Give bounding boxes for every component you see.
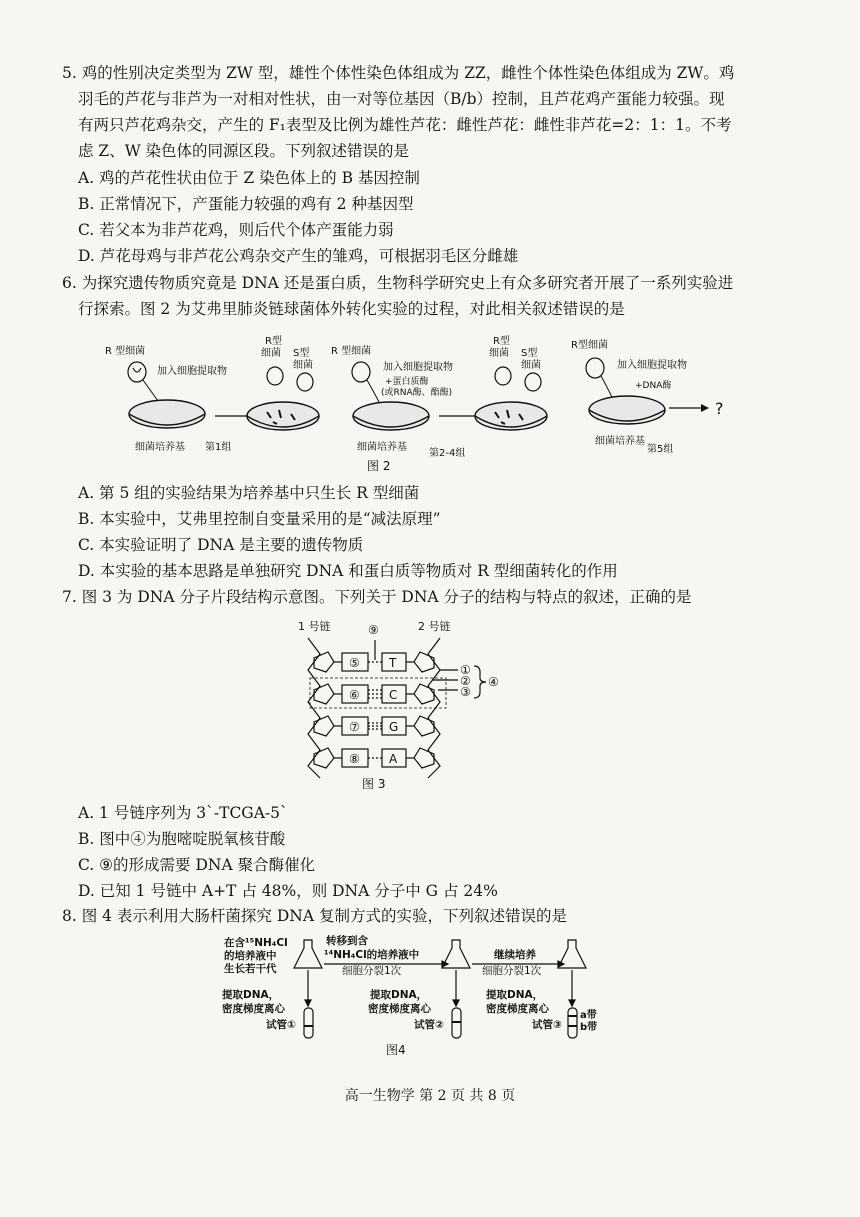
step-2-line: 转移到含 [326,935,368,947]
option-6b: B. 本实验中，艾弗里控制自变量采用的是“减法原理” [78,510,441,528]
unknown-result: ? [715,399,724,418]
protease-label: +蛋白质酶 [385,377,429,387]
base-g: G [389,720,399,734]
medium-label: 细菌培养基 [595,436,645,447]
s-type-label: S型 [293,348,310,359]
label-9: ⑨ [368,623,379,637]
r-bacteria-label: R 型细菌 [105,346,146,357]
step-1-line: 生长若干代 [224,963,277,975]
extract-label: 提取DNA， [370,989,428,1001]
question-5-line: 5. 鸡的性别决定类型为 ZW 型，雄性个体性染色体组成为 ZZ，雌性个体性染色体组成为 ZW。鸡 [62,64,735,82]
part-label-2: ② [460,674,471,688]
figure-2-caption: 图 2 [367,459,391,473]
base-a: A [389,752,398,766]
question-5-line: 虑 Z、W 染色体的同源区段。下列叙述错误的是 [78,142,410,160]
option-6d: D. 本实验的基本思路是单独研究 DNA 和蛋白质等物质对 R 型细菌转化的作用 [78,562,618,580]
r-bacteria-label: R 型细菌 [331,346,372,357]
chain-1-label: 1 号链 [298,620,331,633]
question-7-line: 7. 图 3 为 DNA 分子片段结构示意图。下列关于 DNA 分子的结构与特点的叙述，正确的是 [62,588,692,606]
cell-label: 细菌 [489,348,509,359]
tube-icon [495,367,511,385]
step-3-line: 继续培养 [494,949,536,961]
question-6-line: 6. 为探究遗传物质究竟是 DNA 还是蛋白质，生物科学研究史上有众多研究者开展了一系列实验进 [62,274,734,292]
figure-4-caption: 图4 [386,1043,406,1057]
option-6a: A. 第 5 组的实验结果为培养基中只生长 R 型细菌 [78,484,420,502]
part-label-3: ③ [460,685,471,699]
option-5a: A. 鸡的芦花性状由位于 Z 染色体上的 B 基因控制 [78,169,420,187]
page-footer: 高一生物学 第 2 页 共 8 页 [344,1088,516,1104]
option-5d: D. 芦花母鸡与非芦花公鸡杂交产生的雏鸡，可根据羽毛区分雌雄 [78,247,519,265]
group-5-label: 第5组 [647,444,674,455]
figure-3-caption: 图 3 [362,777,386,791]
option-5b: B. 正常情况下，产蛋能力较强的鸡有 2 种基因型 [78,195,414,213]
base-label-8: ⑧ [349,752,360,766]
band-a-label: a带 [580,1010,597,1021]
tube-icon [267,367,283,385]
part-label-4: ④ [488,675,499,689]
step-1-line: 的培养液中 [224,950,277,962]
option-6c: C. 本实验证明了 DNA 是主要的遗传物质 [78,536,364,554]
tube-1-label: 试管① [266,1019,296,1031]
question-6 [62,270,782,322]
tube-icon [352,362,370,382]
petri-dish-icon [589,396,665,424]
group-2-4-label: 第2-4组 [429,448,466,459]
base-label-7: ⑦ [349,720,360,734]
question-8 [62,903,782,929]
option-7a: A. 1 号链序列为 3`-TCGA-5` [78,804,288,822]
s-type-label: S型 [521,348,538,359]
step-2-line: ¹⁴NH₄Cl的培养液中 [324,949,420,961]
band-b-label: b带 [580,1022,598,1033]
figure-3-dna-structure [290,618,530,793]
base-label-6: ⑥ [349,688,360,702]
question-5-line: 羽毛的芦花与非芦为一对相对性状，由一对等位基因（B/b）控制，且芦花鸡产蛋能力较强。现 [78,90,725,108]
base-label-5: ⑤ [349,656,360,670]
part-label-1: ① [460,663,471,677]
petri-dish-icon [475,402,547,430]
option-7b: B. 图中④为胞嘧啶脱氧核苷酸 [78,830,286,848]
tube-3-label: 试管③ [532,1019,562,1031]
chain-2-label: 2 号链 [418,620,451,633]
protease-note: (或RNA酶、酯酶) [381,388,453,398]
option-5c: C. 若父本为非芦花鸡，则后代个体产蛋能力弱 [78,221,394,239]
step-3-line: 细胞分裂1次 [482,965,542,977]
tube-icon [297,373,313,391]
figure-2-transformation-experiment [95,332,745,477]
test-tube-icon [304,1008,313,1038]
r-type-label: R型 [265,336,282,347]
option-7c: C. ⑨的形成需要 DNA 聚合酶催化 [78,856,316,874]
add-extract-label: 加入细胞提取物 [383,362,453,373]
centrifuge-label: 密度梯度离心 [486,1003,549,1015]
question-5 [62,60,782,164]
base-t: T [389,656,397,670]
base-c: C [389,688,398,702]
extract-label: 提取DNA， [486,989,544,1001]
flask-icon [294,940,322,968]
petri-dish-icon [247,402,319,430]
medium-label: 细菌培养基 [135,442,185,453]
figure-4-dna-replication [218,934,658,1064]
question-6-line: 行探索。图 2 为艾弗里肺炎链球菌体外转化实验的过程，对此相关叙述错误的是 [78,300,625,318]
tube-icon [525,373,541,391]
cell-label: 细菌 [293,360,313,371]
add-extract-label: 加入细胞提取物 [617,360,687,371]
group-1-label: 第1组 [205,442,232,453]
centrifuge-label: 密度梯度离心 [222,1003,285,1015]
dnase-label: +DNA酶 [635,381,672,391]
question-8-line: 8. 图 4 表示利用大肠杆菌探究 DNA 复制方式的实验，下列叙述错误的是 [62,907,567,925]
option-7d: D. 已知 1 号链中 A+T 占 48%，则 DNA 分子中 G 占 24% [78,882,498,900]
petri-dish-icon [129,400,205,428]
centrifuge-label: 密度梯度离心 [368,1003,431,1015]
medium-label: 细菌培养基 [357,442,407,453]
step-2-line: 细胞分裂1次 [342,965,402,977]
r-type-label: R型 [493,336,510,347]
extract-label: 提取DNA， [222,989,280,1001]
test-tube-icon [568,1008,577,1038]
add-extract-label: 加入细胞提取物 [157,366,227,377]
petri-dish-icon [353,402,429,430]
r-bacteria-label: R型细菌 [571,340,608,351]
step-1-line: 在含¹⁵NH₄Cl [224,937,288,949]
question-7 [62,584,782,610]
cell-label: 细菌 [521,360,541,371]
cell-label: 细菌 [261,348,281,359]
tube-2-label: 试管② [414,1019,444,1031]
question-5-line: 有两只芦花鸡杂交，产生的 F₁表型及比例为雄性芦花：雌性芦花：雌性非芦花=2：1：1。不考 [78,116,732,134]
tube-icon [586,358,604,378]
